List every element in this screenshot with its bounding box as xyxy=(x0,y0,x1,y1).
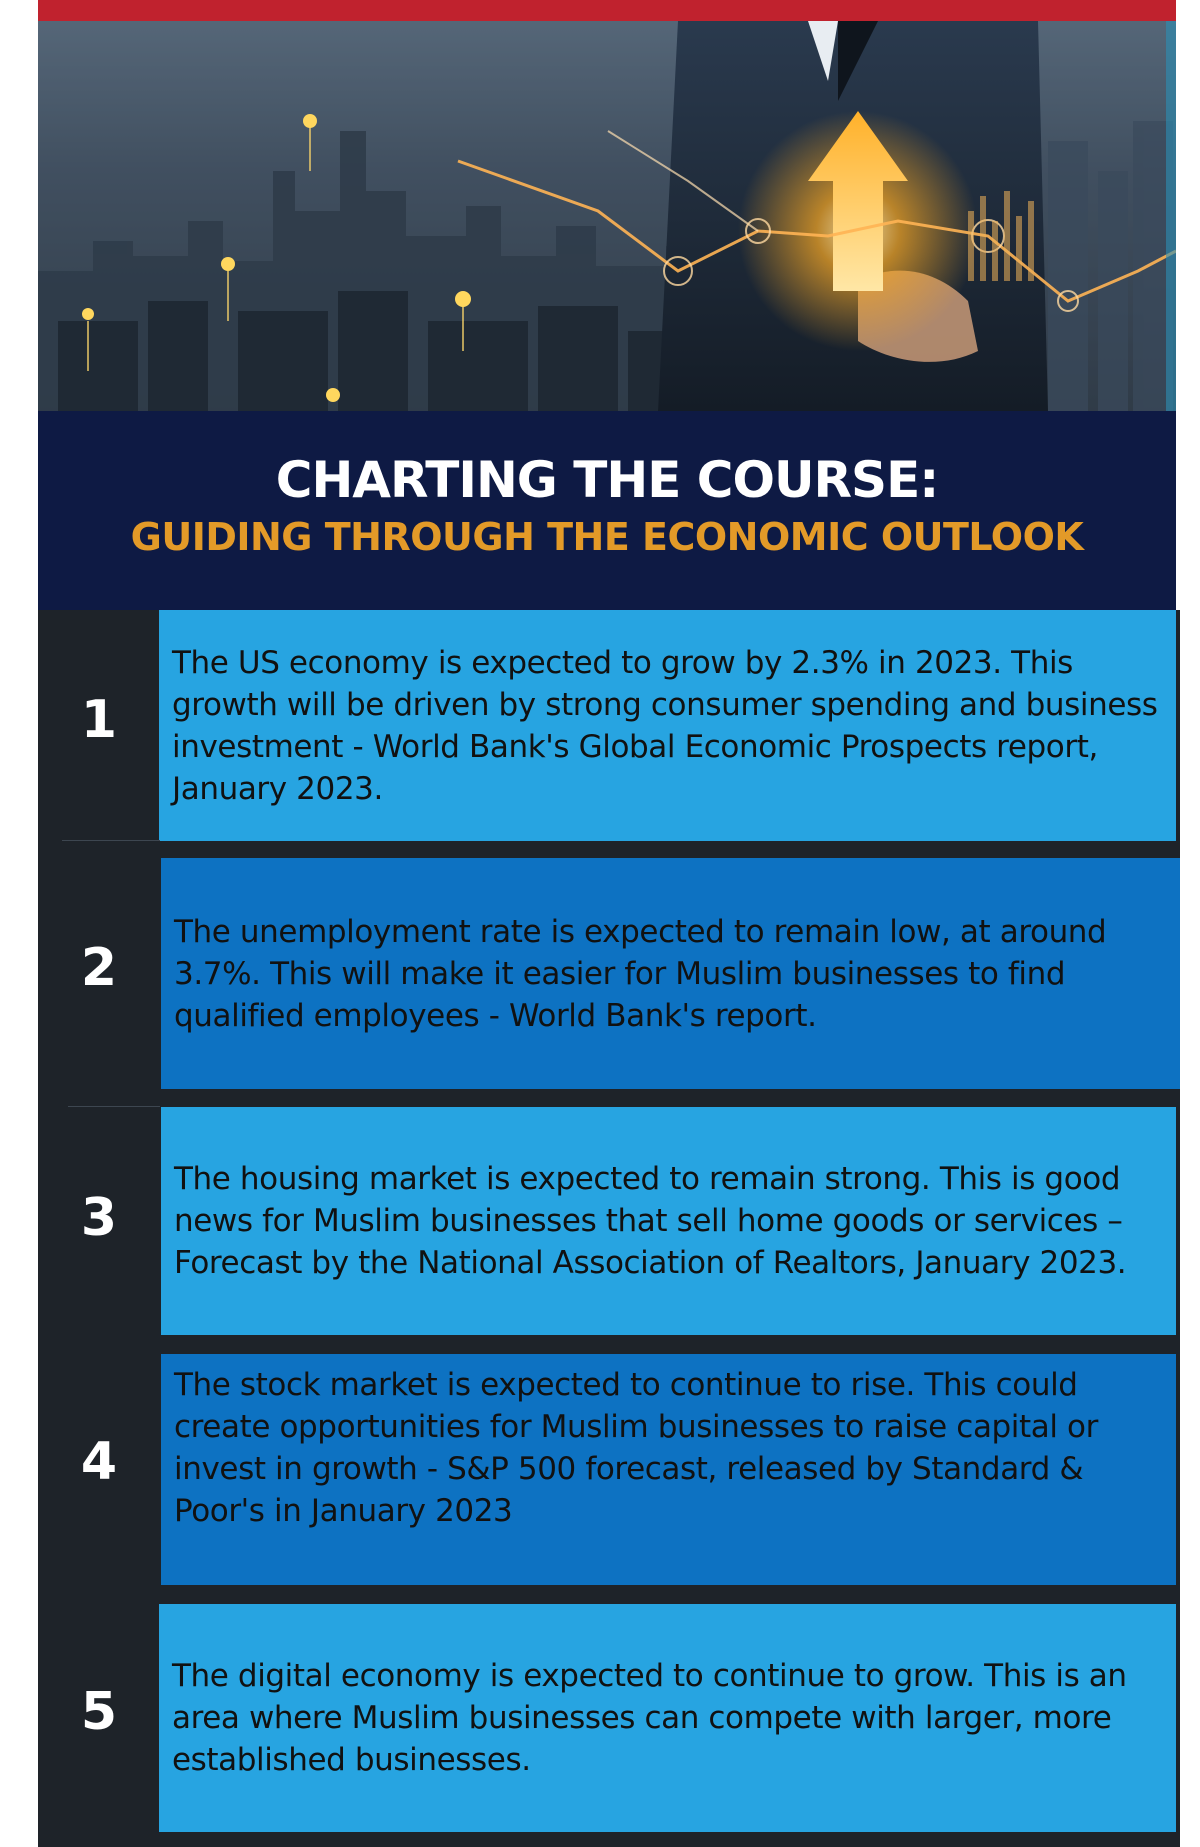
item-text: The unemployment rate is expected to remain low, at around 3.7%. This will make it easier for Muslim businesses to find qualified employees - World Bank's report. xyxy=(174,913,1107,1034)
hero-image xyxy=(38,21,1176,411)
item-text: The housing market is expected to remain strong. This is good news for Muslim businesses that sell home goods or services – Forecast by the National Association of Realtors, January 2023. xyxy=(174,1161,1127,1281)
item-text: The digital economy is expected to continue to grow. This is an area where Muslim businesses can compete with larger, more established businesses. xyxy=(172,1658,1127,1778)
item-text: The stock market is expected to continue to rise. This could create opportunities for Muslim businesses to raise capital or invest in growth - S&P 500 forecast, released by Standard & Poor's in January 2023 xyxy=(174,1367,1098,1529)
list-item xyxy=(159,610,1176,841)
item-text: The US economy is expected to grow by 2.3% in 2023. This growth will be driven by strong consumer spending and business investment - World Bank's Global Economic Prospects report, January 2023. xyxy=(172,644,1158,807)
list-item xyxy=(161,858,1180,1089)
list-item xyxy=(161,1107,1176,1335)
list-item xyxy=(161,1354,1176,1585)
title-banner xyxy=(38,411,1176,610)
page-title: CHARTING THE COURSE: xyxy=(275,451,939,509)
city-growth-illustration xyxy=(38,21,1176,411)
divider xyxy=(62,840,160,841)
item-number: 3 xyxy=(80,1188,118,1248)
list-item xyxy=(159,1604,1176,1832)
divider xyxy=(68,1106,160,1107)
top-accent-bar xyxy=(38,0,1176,21)
item-number: 2 xyxy=(80,938,118,998)
item-number: 5 xyxy=(80,1682,118,1742)
item-number: 4 xyxy=(80,1432,118,1492)
item-number: 1 xyxy=(80,690,118,750)
page-subtitle: GUIDING THROUGH THE ECONOMIC OUTLOOK xyxy=(130,515,1084,559)
